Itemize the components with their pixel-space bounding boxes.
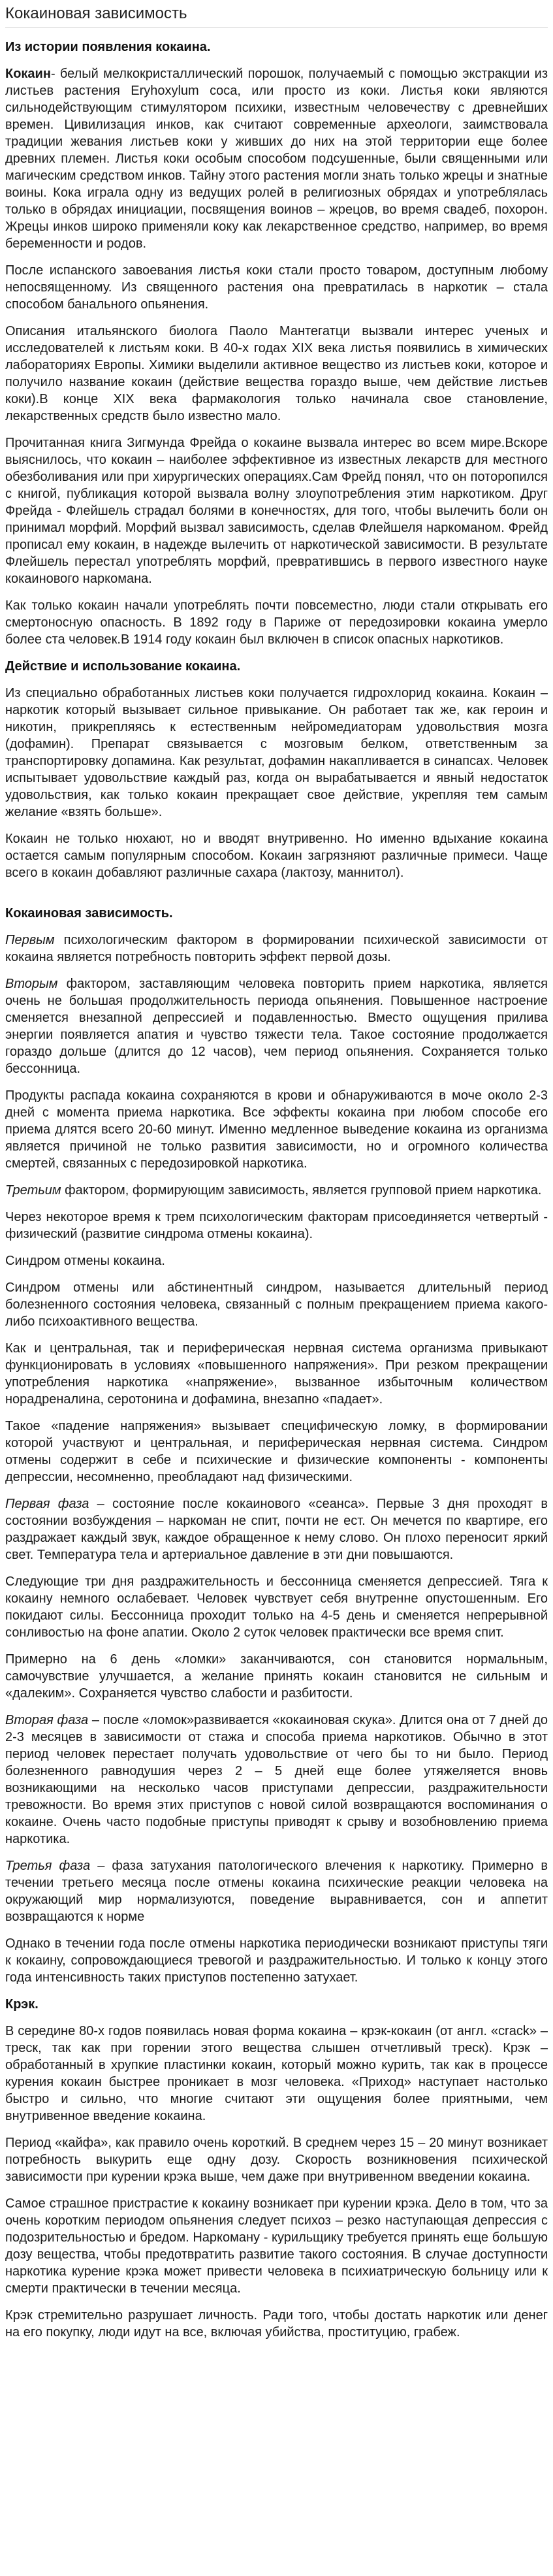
lead-term: Вторая фаза [5, 1713, 89, 1727]
paragraph: Описания итальянского биолога Паоло Мантегатци вызвали интерес ученых и исследователей к листьям коки. В 40-х годах XIX века листья появились в химических лабораториях Европы. Химики выделили активное вещество из листьев коки, которое и получило название кокаин (действие вещества гораздо выше, чем действие листьев коки).В конце XIX века фармакология только начинала свое становление, лекарственных средств было известно мало. [5, 324, 548, 423]
lead-term: Кокаин [5, 67, 51, 81]
subheading: Синдром отмены кокаина. [5, 1254, 165, 1268]
paragraph-text: фактором, заставляющим человека повторить прием наркотика, является очень не большая продолжительность периода опьянения. Повышенное настроение сменяется внезапной депрессией и подавленностью. Вместо ощущения прилива энергии появляется апатия и чувство тяжести тела. Такое состояние продолжается гораздо дольше (длится до 12 часов), чем период опьянения. Сохраняется только бессонница. [5, 977, 548, 1076]
paragraph-text: – состояние после кокаинового «сеанса». Первые 3 дня проходят в состоянии возбуждения – наркоман не спит, почти не ест. Он мечется по квартире, его раздражает каждый звук, каждое обращенное к нему слово. Он плохо переносит яркий свет. Температура тела и артериальное давление в эти дни повышаются. [5, 1497, 548, 1562]
paragraph-text: фактором, формирующим зависимость, является групповой прием наркотика. [65, 1183, 542, 1198]
paragraph: Кокаин не только нюхают, но и вводят внутривенно. Но именно вдыхание кокаина остается самым популярным способом. Кокаин загрязняют различные примеси. Чаще всего в кокаин добавляют различные сахара (лактозу, маннитол). [5, 832, 548, 880]
paragraph [5, 1712, 548, 1848]
paragraph: Следующие три дня раздражительность и бессонница сменяется депрессией. Тяга к кокаину немного ослабевает. Человек чувствует себя внутренне опустошенным. Его покидают силы. Бессонница проходит только на 4-5 день и сменяется непрерывной сонливостью на фоне апатии. Около 2 суток человек практически все время спит. [5, 1574, 548, 1640]
paragraph: После испанского завоевания листья коки стали просто товаром, доступным любому непосвященному. Из священного растения она превратилась в наркотик – стала способом банального опьянения. [5, 263, 548, 312]
section-crack [5, 1996, 548, 2341]
lead-term: Третьим [5, 1183, 61, 1198]
paragraph [5, 932, 548, 966]
paragraph: Примерно на 6 день «ломки» заканчиваются, сон становится нормальным, самочувствие улучшается, а желание принять кокаин становится не сильным и «далеким». Сохраняется чувство слабости и разбитости. [5, 1652, 548, 1701]
section-heading: Из истории появления кокаина. [5, 40, 211, 54]
paragraph: Самое страшное пристрастие к кокаину возникает при курении крэка. Дело в том, что за очень коротким периодом опьянения следует психоз – резко наступающая депрессия с подозрительностью и бредом. Наркоману - курильщику требуется принять еще большую дозу вещества, чтобы предотвратить развитие такого состояния. В случае доступности наркотика курение крэка может привести человека в психиатрическую больницу или к смерти практически в течении месяца. [5, 2196, 548, 2296]
paragraph: Продукты распада кокаина сохраняются в крови и обнаруживаются в моче около 2-3 дней с момента приема наркотика. Все эффекты кокаина при любом способе его приема длятся всего 20-60 минут. Именно медленное выведение кокаина из организма является причиной не только развития зависимости, но и огромного количества смертей, связанных с передозировкой наркотика. [5, 1088, 548, 1171]
paragraph-text: психологическим фактором в формировании психической зависимости от кокаина является потребность повторить эффект первой дозы. [5, 933, 548, 964]
paragraph: Синдром отмены или абстинентный синдром, называется длительный период болезненного состояния человека, связанный с полным прекращением приема какого-либо психоактивного вещества. [5, 1280, 548, 1329]
paragraph: Однако в течении года после отмены наркотика периодически возникают приступы тяги к кокаину, сопровождающиеся тревогой и раздражительностью. И только к концу этого года интенсивность таких приступов постепенно затухает. [5, 1936, 548, 1985]
paragraph: Как и центральная, так и периферическая нервная система организма привыкают функционировать в условиях «повышенного напряжения». При резком прекращении употребления наркотика «напряжение», вызванное избыточным количеством норадреналина, серотонина и дофамина, внезапно «падает». [5, 1341, 548, 1407]
page-title: Кокаиновая зависимость [5, 4, 548, 28]
paragraph-text: - белый мелкокристаллический порошок, получаемый с помощью экстракции из листьев растения Eryhoxylum coca, или просто из коки. Листья коки являются сильнодействующим стимулятором психики, известным человечеству с древнейших времен. Цивилизация инков, как считают современные археологи, заимствовала традиции жевания листьев коки у живших до них на этой территории еще более древних племен. Листья коки особым способом подсушенные, были священными или магическим средством инков. Тайну этого растения могли знать только жрецы и знатные воины. Кока играла одну из ведущих ролей в религиозных обрядах и употреблялась только в обрядах инициации, посвящения воинов – жрецов, во время свадеб, похорон. Жрецы инков широко применяли коку как лекарственное средство, например, во время беременности и родов. [5, 67, 548, 251]
paragraph: Как только кокаин начали употреблять почти повсеместно, люди стали открывать его смертоносную опасность. В 1892 году в Париже от передозировки кокаина умерло более ста человек.В 1914 году кокаин был включен в список опасных наркотиков. [5, 598, 548, 647]
paragraph [5, 1495, 548, 1563]
lead-term: Первым [5, 933, 55, 947]
lead-term: Первая фаза [5, 1497, 89, 1511]
paragraph: В середине 80-х годов появилась новая форма кокаина – крэк-кокаин (от англ. «crack» – треск, так как при горении этого вещества слышен отчетливый треск). Крэк – обработанный в хрупкие пластинки кокаин, который можно курить, так как в процессе курения кокаин быстрее проникает в мозг человека. «Приход» наступает настолько быстро и сильно, что многие считают эти ощущения более приятными, чем внутривенное введение кокаина. [5, 2024, 548, 2123]
section-history [5, 39, 548, 648]
section-heading: Кокаиновая зависимость. [5, 906, 173, 921]
paragraph [5, 65, 548, 252]
paragraph [5, 1857, 548, 1925]
section-action [5, 658, 548, 881]
lead-term: Третья фаза [5, 1859, 91, 1873]
paragraph: Такое «падение напряжения» вызывает специфическую ломку, в формировании которой участвуют и центральная, и периферическая нервная система. Синдром отмены содержит в себе и психические и физические компоненты - компоненты депрессии, несомненно, преобладают над физическими. [5, 1419, 548, 1484]
paragraph: Из специально обработанных листьев коки получается гидрохлорид кокаина. Кокаин – наркотик который вызывает сильное привыкание. Он работает так же, как героин и никотин, прикрепляясь к естественным нейромедиаторам удовольствия мозга (дофамин). Препарат связывается с мозговым белком, ответственным за транспортировку допамина. Как результат, дофамин накапливается в синапсах. Человек испытывает удовольствие каждый раз, когда он вырабатывается и явный недостаток удовольствия, как только кокаин прекращает свое действие, укрепляя тем самым желание «взять больше». [5, 686, 548, 819]
paragraph-text: – после «ломок»развивается «кокаиновая скука». Длится она от 7 дней до 2-3 месяцев в зависимости от стажа и способа приема наркотиков. Обычно в этот период человек перестает получать удовольствие от чего бы то ни было. Период болезненного равнодушия через 2 – 5 дней еще более утяжеляется вновь возникающими на несколько часов приступами депрессии, раздражительности тревожности. Во время этих приступов с новой силой возвращаются воспоминания о кокаине. Очень часто подобные приступы приводят к срыву и возобновлению приема наркотика. [5, 1713, 548, 1846]
lead-term: Вторым [5, 977, 58, 991]
paragraph: Крэк стремительно разрушает личность. Ради того, чтобы достать наркотик или денег на его покупку, люди идут на все, включая убийства, проституцию, грабеж. [5, 2308, 548, 2340]
paragraph: Период «кайфа», как правило очень короткий. В среднем через 15 – 20 минут возникает потребность выкурить еще одну дозу. Скорость возникновения психической зависимости при курении крэка выше, чем даже при внутривенном введении кокаина. [5, 2136, 548, 2184]
section-heading: Крэк. [5, 1997, 39, 2012]
paragraph: Прочитанная книга Зигмунда Фрейда о кокаине вызвала интерес во всем мире.Вскоре выяснилось, что кокаин – наиболее эффективное из известных лекарств для местного обезболивания или при хирургических операциях.Сам Фрейд понял, что он поторопился с книгой, публикация которой вызвала волну злоупотребления этим наркотиком. Друг Фрейда - Флейшель страдал болями в конечностях, для того, чтобы вылечить боли он принимал морфий. Морфий вызвал зависимость, сделав Флейшеля наркоманом. Фрейд прописал ему кокаин, в надежде вылечить от наркотической зависимости. В результате Флейшель перестал употреблять морфий, превратившись в первого известного науке кокаинового наркомана. [5, 436, 548, 586]
paragraph: Через некоторое время к трем психологическим факторам присоединяется четвертый - физический (развитие синдрома отмены кокаина). [5, 1210, 548, 1241]
paragraph-text: – фаза затухания патологического влечения к наркотику. Примерно в течении третьего месяца после отмены кокаина психические реакции человека на окружающий мир нормализуются, поведение выравнивается, сон и аппетит возвращаются к норме [5, 1859, 548, 1924]
section-addiction [5, 905, 548, 1986]
section-heading: Действие и использование кокаина. [5, 659, 241, 674]
paragraph [5, 1182, 548, 1199]
paragraph [5, 975, 548, 1077]
